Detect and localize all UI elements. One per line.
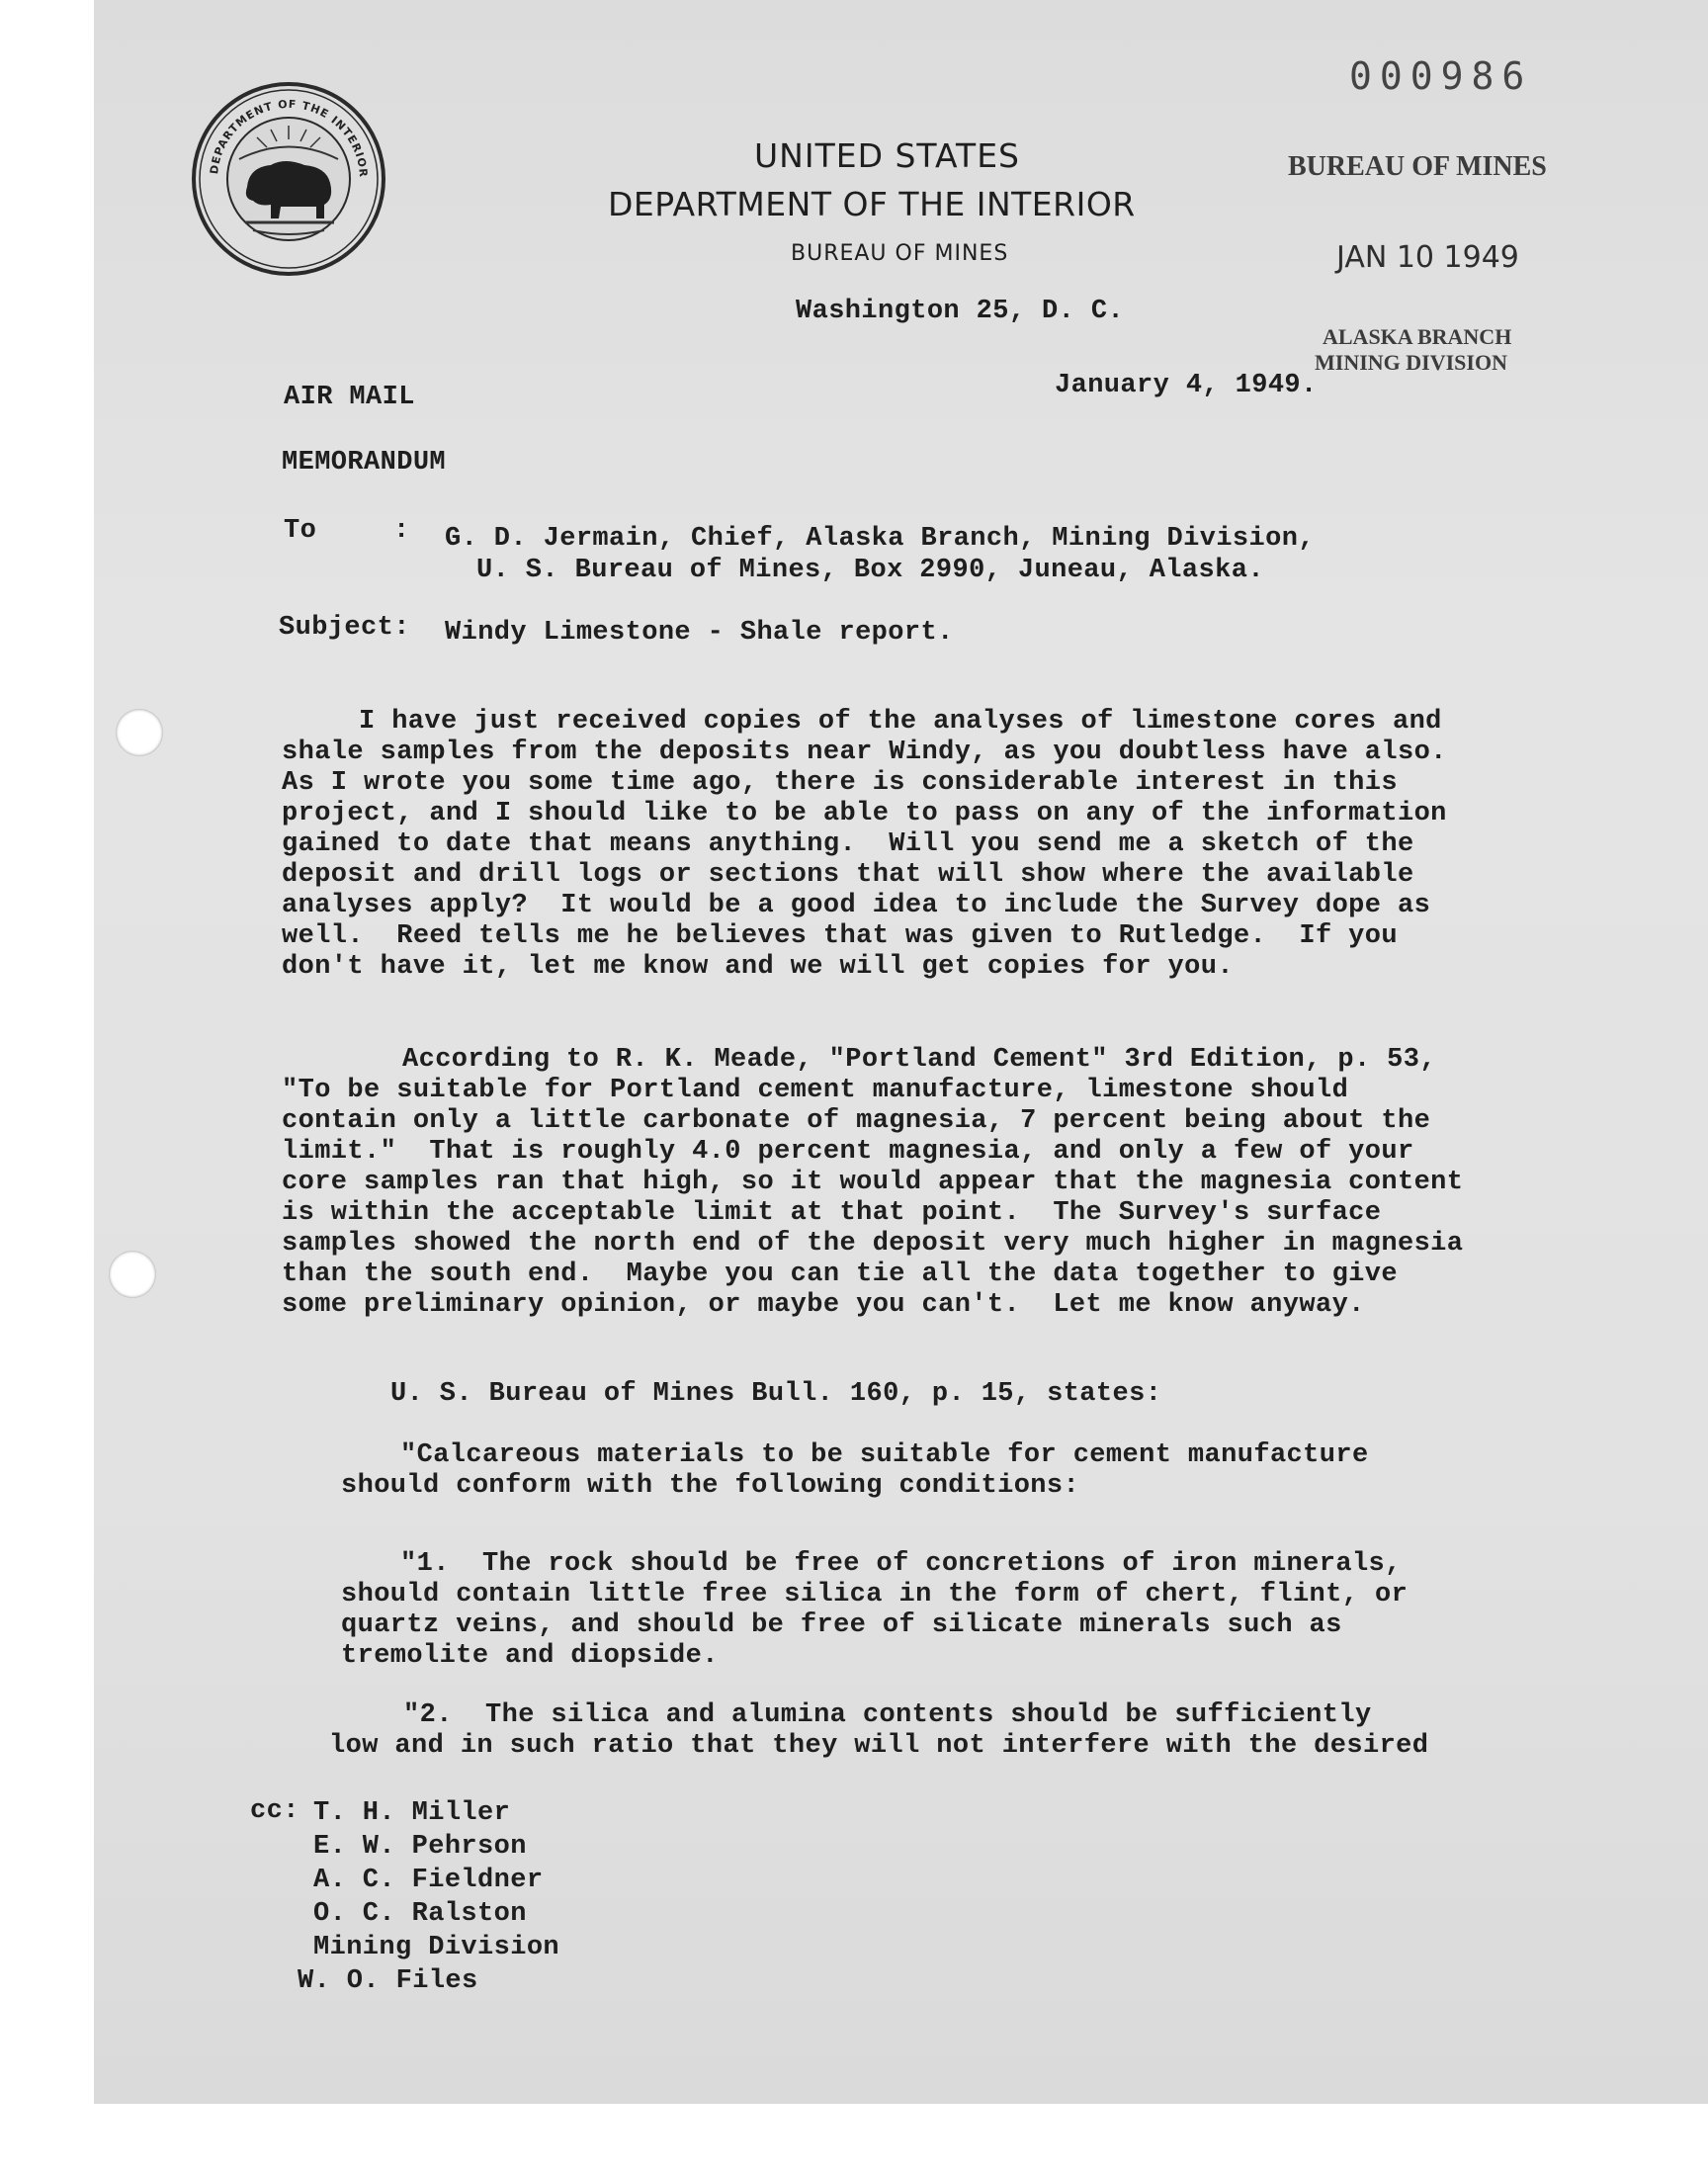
paragraph-line: As I wrote you some time ago, there is considerable interest in this <box>282 768 1398 798</box>
quote-line: "1. The rock should be free of concretions of iron minerals, <box>400 1549 1402 1579</box>
memo-type: MEMORANDUM <box>282 448 447 478</box>
paragraph-line: is within the acceptable limit at that point. The Survey's surface <box>282 1198 1382 1228</box>
paragraph-line: shale samples from the deposits near Windy, as you doubtless have also. <box>282 738 1447 767</box>
document-page <box>94 0 1708 2104</box>
paragraph-line: deposit and drill logs or sections that will show where the available <box>282 860 1414 890</box>
paragraph-line: well. Reed tells me he believes that was given to Rutledge. If you <box>282 921 1398 951</box>
cc-name: Mining Division <box>313 1933 560 1962</box>
letterhead-line2: DEPARTMENT OF THE INTERIOR <box>608 185 1136 223</box>
paragraph-line: According to R. K. Meade, "Portland Cement" 3rd Edition, p. 53, <box>402 1045 1436 1075</box>
delivery-method: AIR MAIL <box>284 383 415 412</box>
paragraph-line: "To be suitable for Portland cement manufacture, limestone should <box>282 1076 1349 1105</box>
paragraph-line: I have just received copies of the analyses of limestone cores and <box>359 707 1442 737</box>
paragraph-line: contain only a little carbonate of magnesia, 7 percent being about the <box>282 1106 1431 1136</box>
quote-line: low and in such ratio that they will not interfere with the desired <box>329 1731 1429 1761</box>
paragraph-line: project, and I should like to be able to pass on any of the information <box>282 799 1447 828</box>
branch-stamp-line1: ALASKA BRANCH <box>1323 324 1512 349</box>
body-paragraph-1 <box>282 707 1447 983</box>
body-paragraph-3: U. S. Bureau of Mines Bull. 160, p. 15, states: <box>390 1379 1162 1409</box>
document-number: 000986 <box>1349 54 1533 98</box>
to-label: To <box>284 516 317 546</box>
quote-line: "2. The silica and alumina contents should be sufficiently <box>403 1700 1372 1730</box>
quote-item-2 <box>329 1700 1428 1762</box>
quote-line: quartz veins, and should be free of silicate minerals such as <box>341 1610 1342 1640</box>
recipient-line2: U. S. Bureau of Mines, Box 2990, Juneau, Alaska. <box>476 556 1264 585</box>
subject-text: Windy Limestone - Shale report. <box>445 618 954 648</box>
quote-line: tremolite and diopside. <box>341 1641 719 1671</box>
paragraph-line: gained to date that means anything. Will you send me a sketch of the <box>282 829 1414 859</box>
paragraph-line: don't have it, let me know and we will get copies for you. <box>282 952 1234 982</box>
punch-hole-bottom <box>109 1251 156 1298</box>
letterhead-line1: UNITED STATES <box>754 136 1020 175</box>
paragraph-line: limit." That is roughly 4.0 percent magnesia, and only a few of your <box>282 1137 1414 1167</box>
punch-hole-top <box>116 709 163 756</box>
cc-name: E. W. Pehrson <box>313 1832 527 1862</box>
quote-item-1 <box>341 1549 1408 1672</box>
quote-intro <box>341 1440 1369 1502</box>
paragraph-line: analyses apply? It would be a good idea to include the Survey dope as <box>282 891 1431 920</box>
paragraph-line: samples showed the north end of the deposit very much higher in magnesia <box>282 1229 1464 1259</box>
subject-label: Subject: <box>279 613 410 643</box>
quote-line: "Calcareous materials to be suitable for cement manufacture <box>400 1440 1369 1470</box>
letterhead-address: Washington 25, D. C. <box>796 297 1125 326</box>
recipient-line1: G. D. Jermain, Chief, Alaska Branch, Mining Division, <box>445 524 1315 554</box>
bureau-stamp: BUREAU OF MINES <box>1288 151 1547 182</box>
department-seal <box>190 80 387 278</box>
quote-line: should contain little free silica in the form of chert, flint, or <box>341 1580 1409 1610</box>
cc-label: cc: <box>250 1796 299 1826</box>
paragraph-line: core samples ran that high, so it would appear that the magnesia content <box>282 1168 1464 1197</box>
cc-list <box>298 1796 560 1998</box>
received-date-stamp: JAN 10 1949 <box>1336 240 1519 275</box>
cc-name: A. C. Fieldner <box>313 1866 544 1895</box>
branch-stamp-line2: MINING DIVISION <box>1315 350 1507 375</box>
letterhead-line3: BUREAU OF MINES <box>791 241 1009 266</box>
svg-text:DEPARTMENT OF THE INTERIOR: DEPARTMENT OF THE INTERIOR <box>208 97 371 179</box>
cc-name: O. C. Ralston <box>313 1899 527 1929</box>
cc-name: T. H. Miller <box>313 1798 511 1828</box>
to-separator: : <box>393 516 410 546</box>
memo-date: January 4, 1949. <box>1055 371 1318 400</box>
paragraph-line: than the south end. Maybe you can tie all the data together to give <box>282 1260 1398 1289</box>
paragraph-line: some preliminary opinion, or maybe you can't. Let me know anyway. <box>282 1290 1365 1320</box>
cc-name: W. O. Files <box>298 1966 478 1996</box>
quote-line: should conform with the following conditions: <box>341 1471 1080 1501</box>
body-paragraph-2 <box>282 1045 1463 1321</box>
